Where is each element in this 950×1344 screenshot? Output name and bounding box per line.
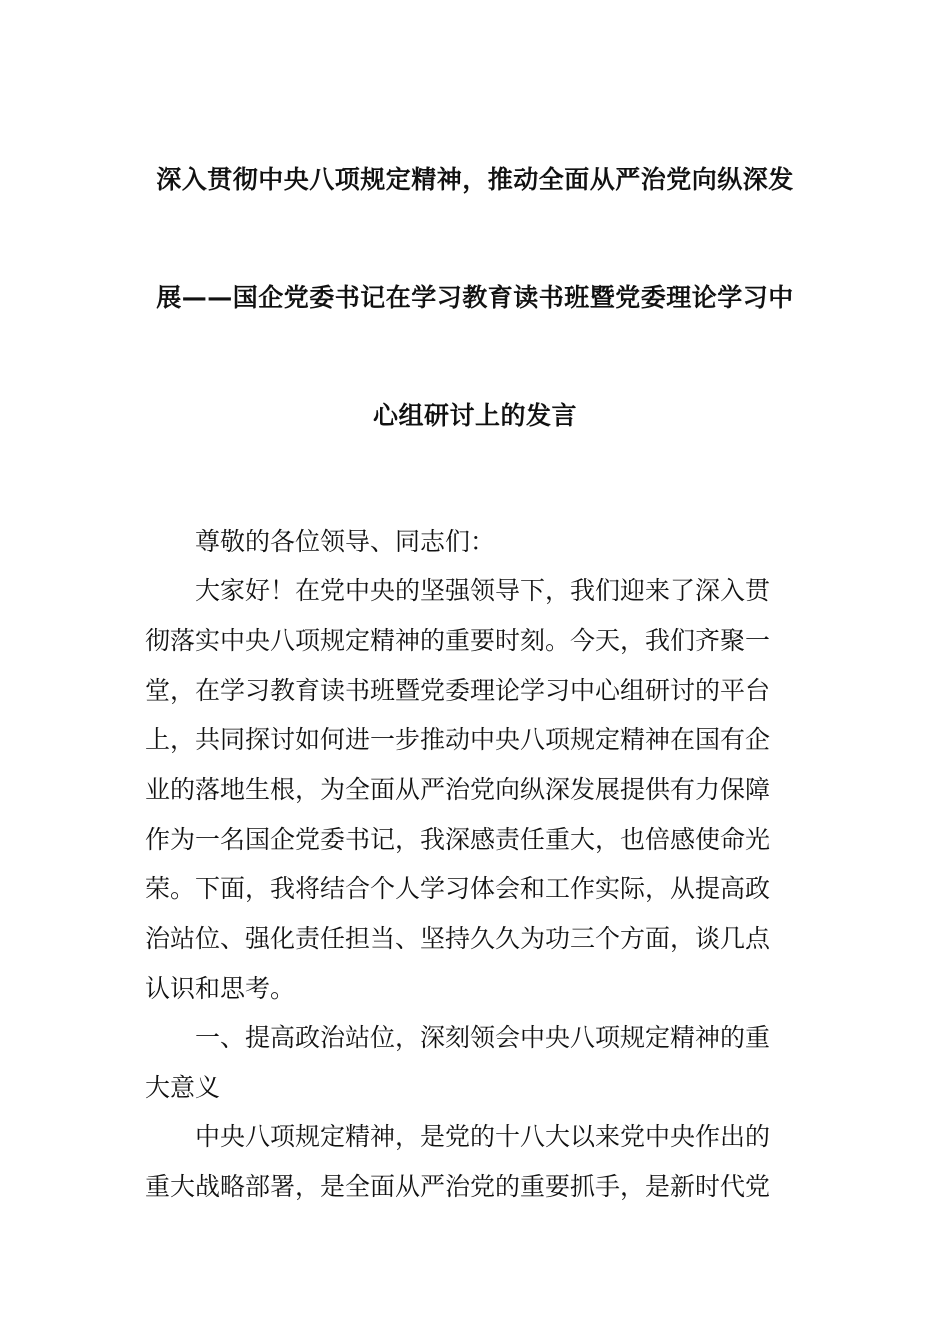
paragraph-line: 中央八项规定精神，是党的十八大以来党中央作出的 (195, 1122, 771, 1151)
paragraph-line: 大家好！在党中央的坚强领导下，我们迎来了深入贯 (195, 576, 771, 605)
paragraph-line: 业的落地生根，为全面从严治党向纵深发展提供有力保障 (145, 775, 771, 804)
document-title-line-1: 深入贯彻中央八项规定精神，推动全面从严治党向纵深发 (156, 165, 794, 194)
paragraph-line: 重大战略部署，是全面从严治党的重要抓手，是新时代党 (145, 1172, 771, 1201)
paragraph-line: 治站位、强化责任担当、坚持久久为功三个方面，谈几点 (145, 924, 771, 953)
salutation: 尊敬的各位领导、同志们： (195, 527, 496, 556)
document-title-line-2: 展——国企党委书记在学习教育读书班暨党委理论学习中 (156, 283, 794, 312)
section-heading-line: 大意义 (145, 1073, 221, 1102)
paragraph-line: 彻落实中央八项规定精神的重要时刻。今天，我们齐聚一 (145, 626, 771, 655)
paragraph-line: 上，共同探讨如何进一步推动中央八项规定精神在国有企 (145, 725, 771, 754)
document-title-line-3: 心组研讨上的发言 (372, 401, 577, 430)
paragraph-line: 荣。下面，我将结合个人学习体会和工作实际，从提高政 (145, 874, 771, 903)
paragraph-line: 认识和思考。 (145, 974, 296, 1003)
section-heading-line: 一、提高政治站位，深刻领会中央八项规定精神的重 (195, 1023, 771, 1052)
paragraph-line: 作为一名国企党委书记，我深感责任重大，也倍感使命光 (145, 825, 771, 854)
paragraph-line: 堂，在学习教育读书班暨党委理论学习中心组研讨的平台 (145, 676, 771, 705)
